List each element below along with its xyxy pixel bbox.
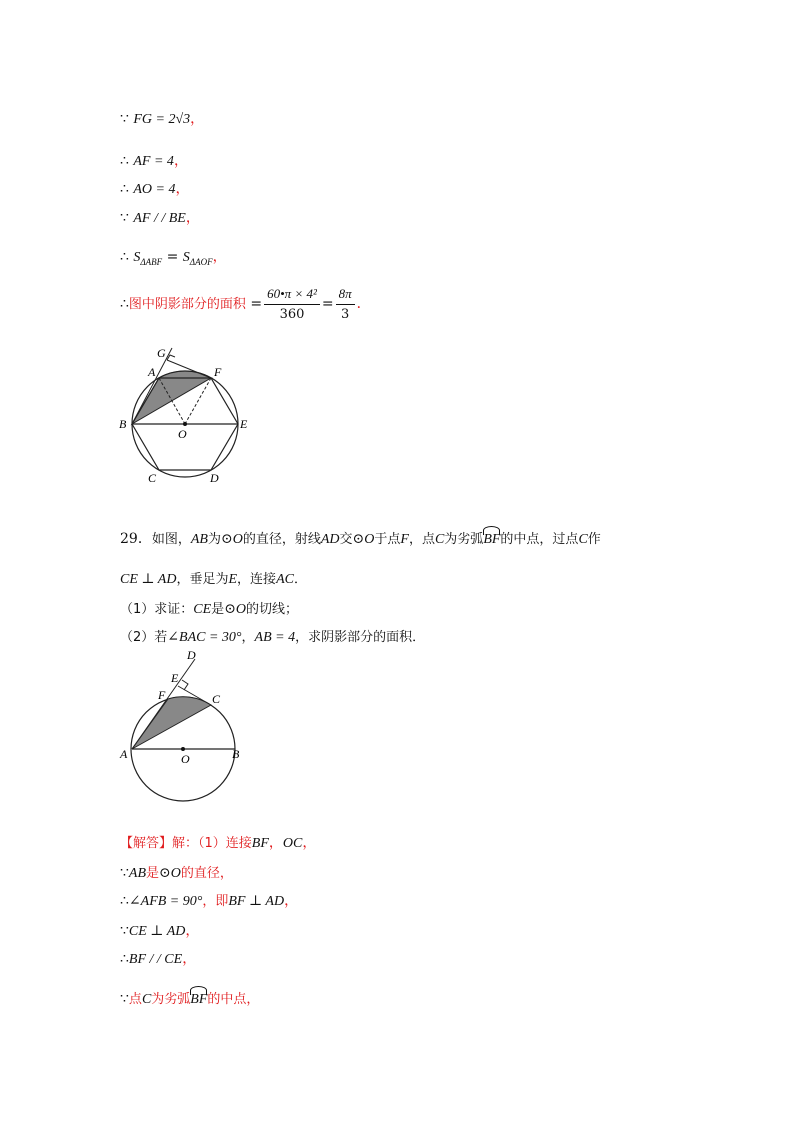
punctuation: ， — [173, 153, 188, 169]
problem-29-question-2: （2）若∠BAC = 30°，AB = 4，求阴影部分的面积． — [120, 630, 426, 645]
math-expression: AF / / BE — [133, 211, 186, 226]
therefore-symbol: ∴ — [120, 181, 129, 197]
equals-sign: = — [162, 249, 183, 265]
because-symbol: ∵ — [120, 210, 129, 226]
proof-line-af — [120, 150, 188, 170]
label-a: A — [120, 747, 128, 761]
proof-line-shaded-area: ∴图中阴影部分的面积 = $\frac{\text{60•π × 4²}}{360}$ = $\frac{8\pi}{3}$ ． — [120, 286, 371, 322]
shaded-area-text: 图中阴影部分的面积 — [128, 297, 246, 312]
solution-line-6: ∵点C为劣弧BF的中点， — [120, 991, 260, 1007]
proof-line-ao — [120, 178, 189, 198]
math-expression: AF = 4 — [133, 154, 174, 169]
solution-line-5: ∴BF / / CE， — [120, 951, 197, 967]
solution-line-4: ∵CE ⊥ AD， — [120, 923, 200, 939]
figure-hexagon-circle — [115, 340, 260, 490]
problem-number: 29． — [120, 531, 152, 547]
problem-29-line-1: 29．如图，AB为⊙O的直径，射线AD交⊙O于点F，点C为劣弧BF的中点，过点C作 — [120, 531, 601, 547]
fraction-1: $\frac{\text{60•π × 4²}}{360}$ — [264, 286, 320, 322]
label-o: O — [181, 752, 190, 766]
label-c: C — [212, 692, 221, 706]
proof-line-parallel — [120, 207, 200, 227]
problem-29-line-2: CE ⊥ AD，垂足为E，连接AC． — [120, 572, 307, 587]
label-c: C — [148, 471, 157, 485]
label-e: E — [171, 671, 179, 685]
label-e: E — [240, 417, 248, 431]
figure-tangent-circle — [115, 645, 250, 805]
punctuation: ， — [185, 210, 200, 226]
solution-line-1: 【解答】解：（1）连接BF，OC， — [120, 835, 317, 851]
subscript: ΔAOF — [189, 256, 213, 267]
because-symbol: ∵ — [120, 111, 129, 127]
subscript: ΔABF — [140, 256, 163, 267]
label-a: A — [148, 365, 156, 379]
solution-line-3: ∴∠AFB = 90°，即BF ⊥ AD， — [120, 893, 299, 909]
label-d: D — [210, 471, 219, 485]
label-o: O — [178, 427, 187, 441]
proof-line-area-equal — [120, 246, 227, 267]
therefore-symbol: ∴ — [120, 249, 129, 265]
label-g: G — [157, 346, 166, 360]
math-expression: S — [182, 250, 190, 265]
punctuation: ． — [356, 296, 371, 312]
label-b: B — [232, 747, 240, 761]
label-f: F — [158, 688, 166, 702]
math-expression: FG = 2√3 — [133, 112, 191, 127]
solution-line-2: ∵AB是⊙O的直径， — [120, 865, 233, 881]
proof-line-fg — [120, 108, 204, 128]
problem-29-question-1: （1）求证：CE是⊙O的切线； — [120, 602, 299, 617]
label-d: D — [187, 648, 196, 662]
label-f: F — [214, 365, 222, 379]
therefore-symbol: ∴ — [120, 153, 129, 169]
punctuation: ， — [212, 249, 227, 265]
therefore-symbol: ∴ — [120, 296, 129, 312]
label-b: B — [119, 417, 127, 431]
math-expression: S — [133, 250, 141, 265]
punctuation: ， — [175, 181, 190, 197]
fraction-2: $\frac{8\pi}{3}$ — [336, 286, 355, 322]
punctuation: ， — [190, 111, 205, 127]
math-expression: AO = 4 — [133, 182, 176, 197]
